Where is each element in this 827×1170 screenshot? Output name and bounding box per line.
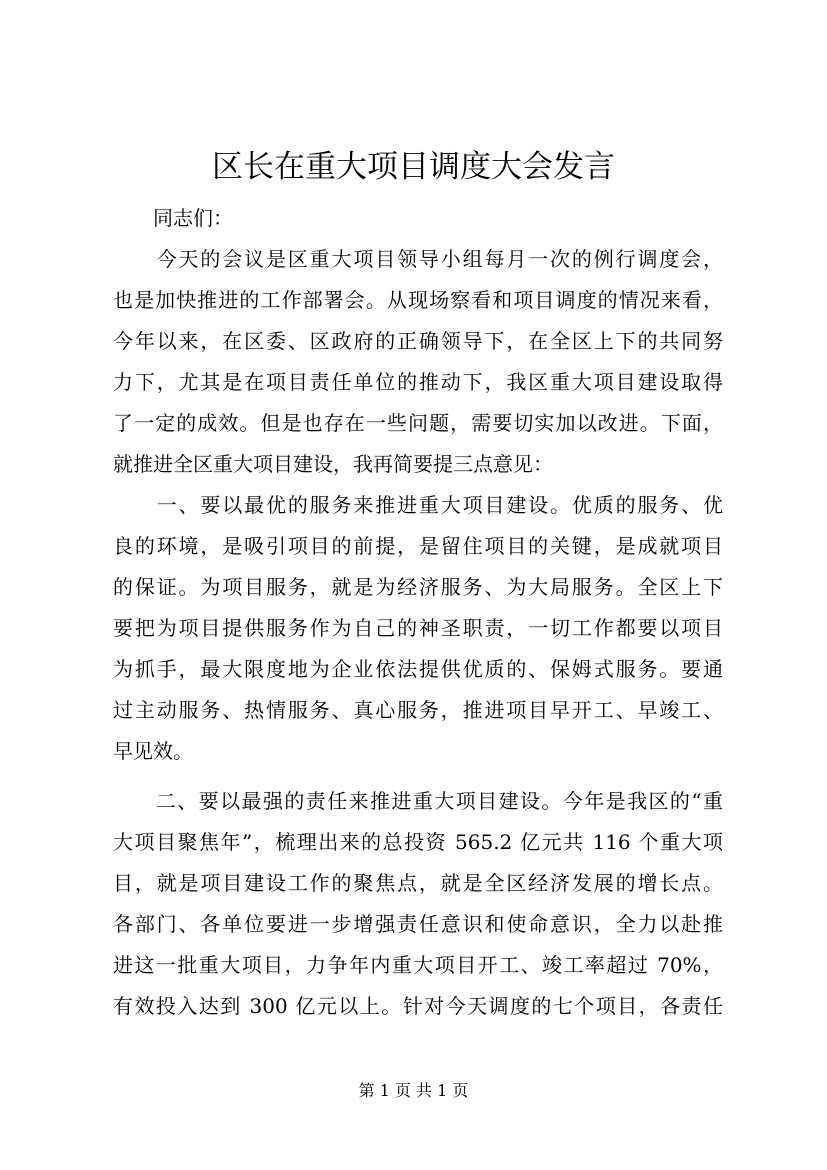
paragraph-line: 有效投入达到 300 亿元以上。针对今天调度的七个项目，各责任 <box>113 994 723 1018</box>
page-total: 共 1 页 <box>416 1081 469 1100</box>
paragraph-line: 各部门、各单位要进一步增强责任意识和使命意识，全力以赴推 <box>113 912 723 936</box>
paragraph-3 <box>113 781 723 1027</box>
paragraph-line: 今天的会议是区重大项目领导小组每月一次的例行调度会， <box>113 247 723 271</box>
paragraph-line: 力下，尤其是在项目责任单位的推动下，我区重大项目建设取得 <box>113 370 723 394</box>
paragraph-line: 为抓手，最大限度地为企业依法提供优质的、保姆式服务。要通 <box>113 657 723 681</box>
paragraph-line: 一、要以最优的服务来推进重大项目建设。优质的服务、优 <box>113 493 723 517</box>
paragraph-2 <box>113 485 723 772</box>
paragraph-line: 二、要以最强的责任来推进重大项目建设。今年是我区的“重 <box>113 789 723 813</box>
paragraph-1 <box>113 239 723 485</box>
paragraph-line: 目，就是项目建设工作的聚焦点，就是全区经济发展的增长点。 <box>113 871 723 895</box>
paragraph-line: 良的环境，是吸引项目的前提，是留住项目的关键，是成就项目 <box>113 534 723 558</box>
page-footer <box>0 1079 827 1103</box>
document-title: 区长在重大项目调度大会发言 <box>212 149 615 185</box>
paragraph-line: 早见效。 <box>113 739 193 763</box>
page-number: 第 1 页 <box>358 1081 411 1100</box>
paragraph-line: 的保证。为项目服务，就是为经济服务、为大局服务。全区上下 <box>113 575 723 599</box>
paragraph-line: 就推进全区重大项目建设，我再简要提三点意见： <box>113 452 553 476</box>
paragraph-line: 了一定的成效。但是也存在一些问题，需要切实加以改进。下面， <box>113 411 723 435</box>
paragraph-line: 要把为项目提供服务作为自己的神圣职责，一切工作都要以项目 <box>113 616 723 640</box>
paragraph-line: 进这一批重大项目，力争年内重大项目开工、竣工率超过 70%， <box>113 953 723 977</box>
paragraph-gap <box>113 772 723 781</box>
paragraph-line: 过主动服务、热情服务、真心服务，推进项目早开工、早竣工、 <box>113 698 723 722</box>
paragraph-line: 大项目聚焦年”，梳理出来的总投资 565.2 亿元共 116 个重大项 <box>113 830 723 854</box>
paragraph-line: 今年以来，在区委、区政府的正确领导下，在全区上下的共同努 <box>113 329 723 353</box>
document-body <box>113 198 723 1027</box>
paragraph-line: 也是加快推进的工作部署会。从现场察看和项目调度的情况来看， <box>113 288 723 312</box>
salutation: 同志们： <box>153 206 233 230</box>
